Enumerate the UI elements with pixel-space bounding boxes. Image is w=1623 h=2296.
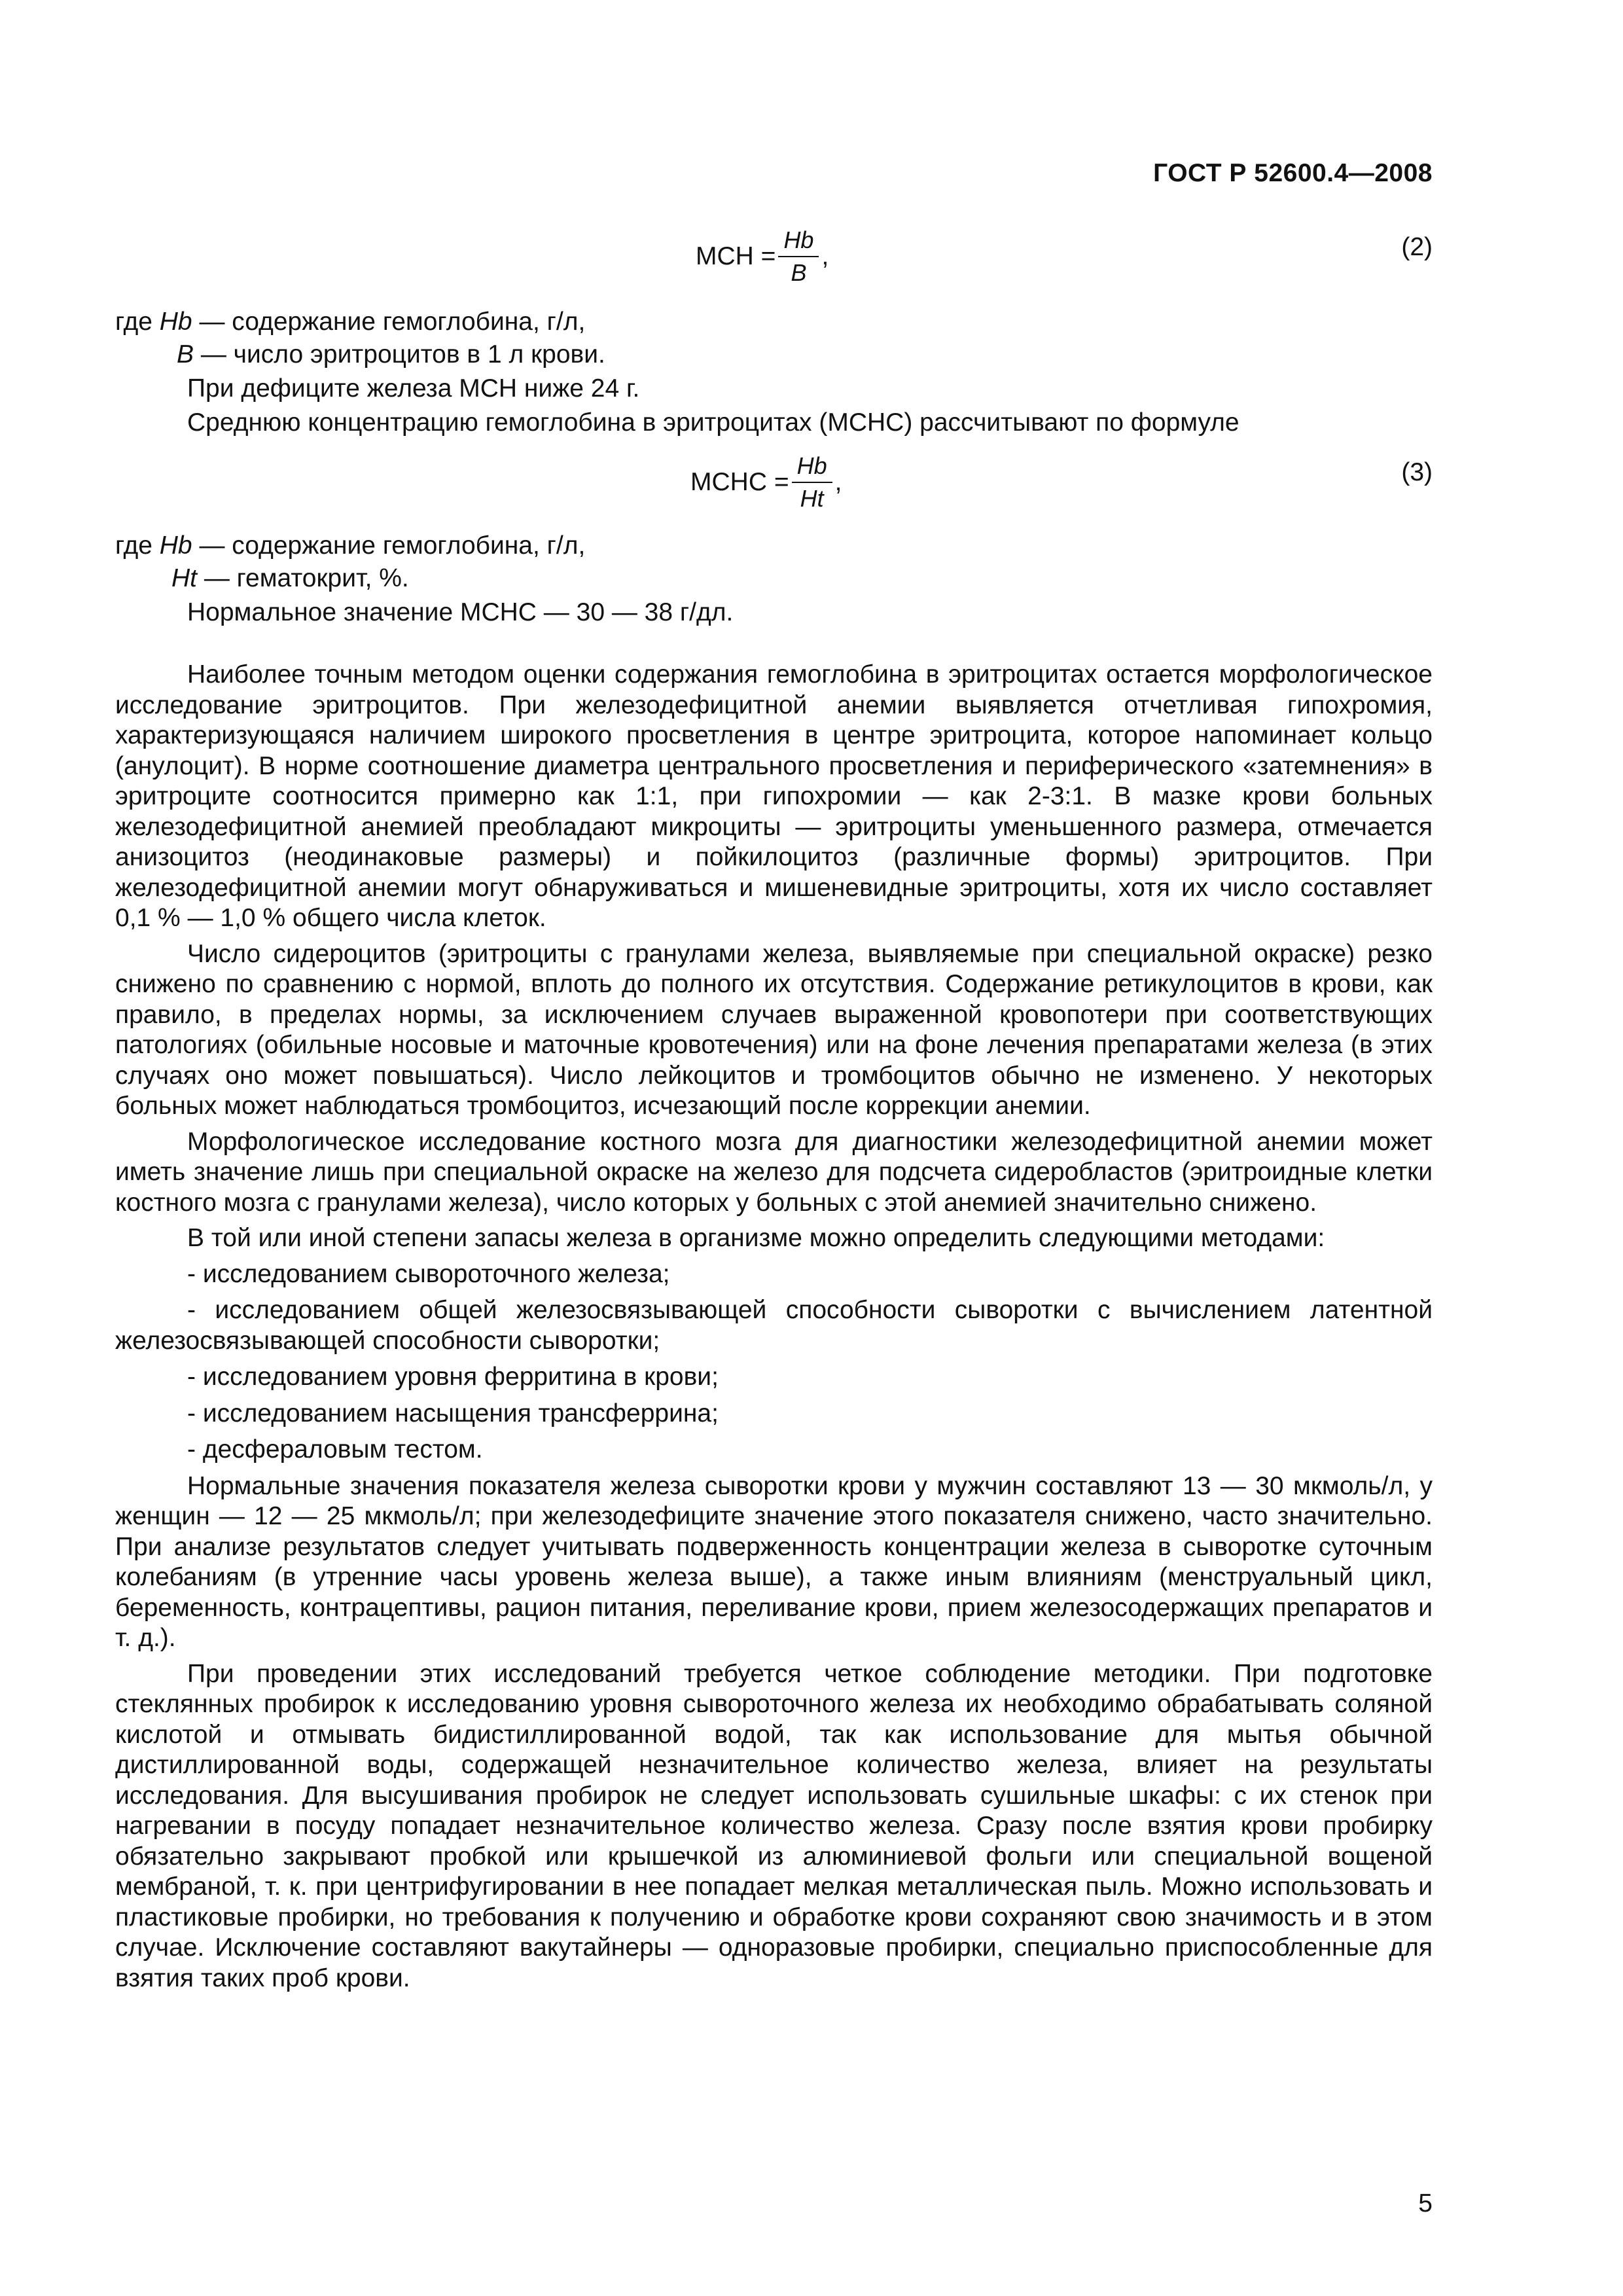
fraction-numerator: Hb <box>792 452 832 483</box>
list-item: - исследованием уровня ферритина в крови; <box>187 1363 719 1391</box>
where-prefix: где <box>115 308 160 336</box>
symbol: Hb <box>159 308 192 336</box>
where-line <box>115 308 585 336</box>
body-text <box>115 660 1433 1999</box>
paragraph: Нормальные значения показателя железа сыворотки крови у мужчин составляют 13 — 30 мкмоль/л, у женщин — 12 — 25 мкмоль/л; при железодефиците значение этого показателя снижено, часто значительно. При анализе результатов следует учитывать подверженность концентрации железа в сыворотке суточным колебаниям (в утренние часы уровень железа выше), а также иным влияниям (менструальный цикл, беременность, контрацептивы, рацион питания, переливание крови, прием железосодержащих препаратов и т. д.). <box>115 1471 1433 1652</box>
where-line <box>171 564 409 593</box>
where-line <box>115 531 585 560</box>
paragraph: Число сидероцитов (эритроциты с гранулами железа, выявляемые при специальной окраске) резко снижено по сравнению с нормой, вплоть до полного их отсутствия. Содержание ретикулоцитов в крови, как правило, в пределах нормы, за исключением случаев выраженной кровопотери при соответствующих патологиях (обильные носовые и маточные кровотечения) или на фоне лечения препаратами железа (в этих случаях оно может повышаться). Число лейкоцитов и тромбоцитов обычно не изменено. У некоторых больных может наблюдаться тромбоцитоз, исчезающий после коррекции анемии. <box>115 939 1433 1120</box>
symbol-description: — содержание гемоглобина, г/л, <box>192 308 586 336</box>
paragraph: Морфологическое исследование костного мозга для диагностики железодефицитной анемии может иметь значение лишь при специальной окраске на железо для подсчета сидеробластов (эритроидные клетки костного мозга с гранулами железа), число которых у больных с этой анемией значительно снижено. <box>115 1127 1433 1217</box>
equation-number: (3) <box>1401 458 1433 486</box>
symbol: Hb <box>159 531 192 560</box>
list-item: - исследованием сывороточного железа; <box>187 1259 670 1288</box>
symbol-description: — гематокрит, %. <box>197 564 409 592</box>
paragraph: В той или иной степени запасы железа в организме можно определить следующими методами: <box>187 1224 1325 1252</box>
formula-lhs: MCHC = <box>690 468 789 496</box>
paragraph: При дефиците железа MCH ниже 24 г. <box>187 374 640 403</box>
list-item: - исследованием насыщения трансферрина; <box>187 1399 719 1427</box>
equation-number: (2) <box>1401 233 1433 261</box>
page-number: 5 <box>1418 2189 1433 2217</box>
symbol-description: — содержание гемоглобина, г/л, <box>192 531 586 560</box>
where-line <box>177 340 605 369</box>
list-item: - десфераловым тестом. <box>187 1435 483 1463</box>
list-item: - исследованием общей железосвязывающей способности сыворотки с вычислением латентной железосвязывающей способности сыворотки; <box>115 1296 1433 1355</box>
formula-mch <box>696 226 829 287</box>
fraction-denominator: B <box>791 259 807 286</box>
symbol-description: — число эритроцитов в 1 л крови. <box>194 340 605 368</box>
symbol: Ht <box>171 564 197 592</box>
paragraph: При проведении этих исследований требуется четкое соблюдение методики. При подготовке стеклянных пробирок к исследованию уровня сывороточного железа их необходимо обрабатывать соляной кислотой и отмывать бидистиллированной водой, так как использование для мытья обычной дистиллированной воды, содержащей незначительное количество железа, влияет на результаты исследования. Для высушивания пробирок не следует использовать сушильные шкафы: с их стенок при нагревании в посуду попадает незначительное количество железа. Сразу после взятия крови пробирку обязательно закрывают пробкой или крышечкой из алюминиевой фольги или специальной вощеной мембраной, т. к. при центрифугировании в нее попадает мелкая металлическая пыль. Можно использовать и пластиковые пробирки, но требования к получению и обработке крови сохраняют свою значимость и в этом случае. Исключение составляют вакутайнеры — одноразовые пробирки, специально приспособленные для взятия таких проб крови. <box>115 1659 1433 1992</box>
paragraph: Среднюю концентрацию гемоглобина в эритроцитах (MCHC) рассчитывают по формуле <box>187 408 1240 437</box>
formula-tail: , <box>821 242 829 270</box>
symbol: B <box>177 340 194 368</box>
formula-fraction <box>792 452 832 513</box>
formula-mchc <box>690 452 842 513</box>
fraction-denominator: Ht <box>800 485 824 512</box>
formula-fraction <box>778 226 819 287</box>
document-header: ГОСТ Р 52600.4—2008 <box>1153 159 1433 187</box>
formula-tail: , <box>834 468 842 496</box>
paragraph: Нормальное значение MCHC — 30 — 38 г/дл. <box>187 598 734 626</box>
fraction-numerator: Hb <box>778 226 819 257</box>
formula-lhs: MCH = <box>696 242 776 270</box>
paragraph: Наиболее точным методом оценки содержания гемоглобина в эритроцитах остается морфологическое исследование эритроцитов. При железодефицитной анемии выявляется отчетливая гипохромия, характеризующаяся наличием широкого просветления в центре эритроцита, которое напоминает кольцо (анулоцит). В норме соотношение диаметра центрального просветления и периферического «затемнения» в эритроците соотносится примерно как 1:1, при гипохромии — как 2-3:1. В мазке крови больных железодефицитной анемией преобладают микроциты — эритроциты уменьшенного размера, отмечается анизоцитоз (неодинаковые размеры) и пойкилоцитоз (различные формы) эритроцитов. При железодефицитной анемии могут обнаруживаться и мишеневидные эритроциты, хотя их число составляет 0,1 % — 1,0 % общего числа клеток. <box>115 660 1433 932</box>
where-prefix: где <box>115 531 160 560</box>
